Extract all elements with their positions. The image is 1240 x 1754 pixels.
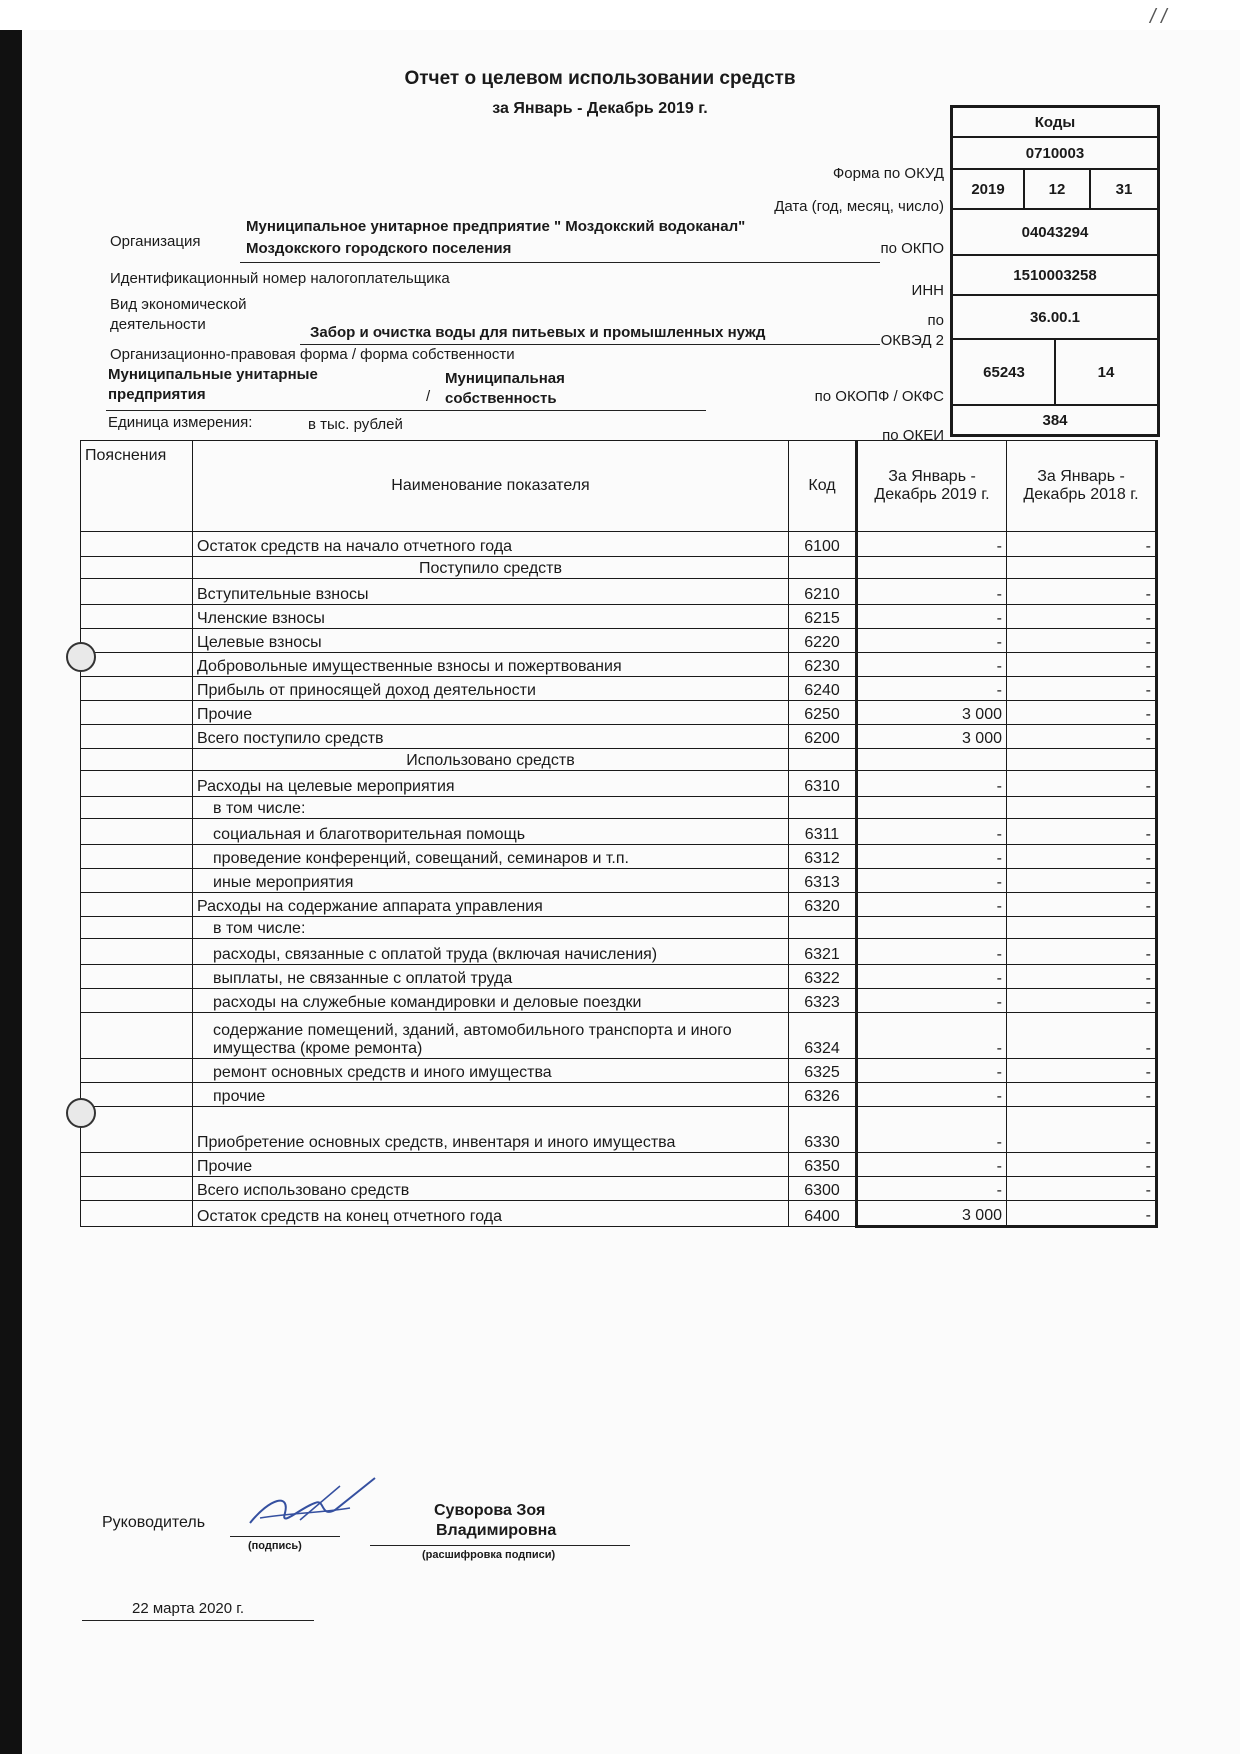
value-previous-period: - <box>1007 653 1157 677</box>
value-previous-period <box>1007 749 1157 771</box>
header-previous-period: За Январь - Декабрь 2018 г. <box>1007 441 1157 532</box>
unit-label: Единица измерения: <box>108 414 253 431</box>
value-previous-period: - <box>1007 677 1157 701</box>
value-current-period: - <box>857 869 1007 893</box>
report-period: за Январь - Декабрь 2019 г. <box>492 100 708 117</box>
table-row <box>81 869 1157 893</box>
table-row <box>81 989 1157 1013</box>
indicator-name: ремонт основных средств и иного имущества <box>193 1059 789 1083</box>
value-previous-period: - <box>1007 629 1157 653</box>
notes-cell <box>81 653 193 677</box>
table-row <box>81 579 1157 605</box>
table-row <box>81 917 1157 939</box>
value-current-period: - <box>857 1013 1007 1059</box>
punch-hole-top <box>66 642 96 672</box>
indicator-code: 6240 <box>789 677 857 701</box>
indicator-code: 6220 <box>789 629 857 653</box>
indicator-name: Использовано средств <box>193 749 789 771</box>
notes-cell <box>81 725 193 749</box>
indicator-code <box>789 917 857 939</box>
value-previous-period: - <box>1007 725 1157 749</box>
org-name-line1: Муниципальное унитарное предприятие " Моздокский водоканал" <box>246 218 746 235</box>
okopf-okfs-values <box>953 340 1157 406</box>
indicator-code: 6311 <box>789 819 857 845</box>
value-previous-period: - <box>1007 1153 1157 1177</box>
value-current-period <box>857 797 1007 819</box>
value-previous-period: - <box>1007 939 1157 965</box>
table-row <box>81 1083 1157 1107</box>
indicator-code: 6250 <box>789 701 857 725</box>
indicator-code: 6312 <box>789 845 857 869</box>
notes-cell <box>81 749 193 771</box>
value-previous-period: - <box>1007 965 1157 989</box>
table-header-row <box>81 441 1157 532</box>
indicator-code: 6326 <box>789 1083 857 1107</box>
notes-cell <box>81 1013 193 1059</box>
table-row <box>81 1013 1157 1059</box>
value-current-period: - <box>857 605 1007 629</box>
value-current-period: - <box>857 579 1007 605</box>
activity-value: Забор и очистка воды для питьевых и промышленных нужд <box>310 324 766 341</box>
value-previous-period <box>1007 797 1157 819</box>
indicator-code: 6210 <box>789 579 857 605</box>
value-previous-period: - <box>1007 1177 1157 1201</box>
indicator-name: иные мероприятия <box>193 869 789 893</box>
indicator-code: 6321 <box>789 939 857 965</box>
value-current-period <box>857 557 1007 579</box>
okfs-value: 14 <box>1097 363 1115 381</box>
notes-cell <box>81 797 193 819</box>
table-row <box>81 532 1157 557</box>
table-row <box>81 1059 1157 1083</box>
indicator-code: 6300 <box>789 1177 857 1201</box>
indicator-name: Поступило средств <box>193 557 789 579</box>
indicator-name: расходы на служебные командировки и деловые поездки <box>193 989 789 1013</box>
ownership-line1: Муниципальная <box>445 370 565 387</box>
table-row <box>81 893 1157 917</box>
date-label: Дата (год, месяц, число) <box>774 198 944 215</box>
indicator-code <box>789 749 857 771</box>
notes-cell <box>81 893 193 917</box>
value-previous-period: - <box>1007 989 1157 1013</box>
value-current-period: 3 000 <box>857 725 1007 749</box>
indicator-name: Членские взносы <box>193 605 789 629</box>
indicator-name: Остаток средств на начало отчетного года <box>193 532 789 557</box>
notes-cell <box>81 771 193 797</box>
indicator-name: Прибыль от приносящей доход деятельности <box>193 677 789 701</box>
value-previous-period: - <box>1007 1013 1157 1059</box>
indicator-name: Всего использовано средств <box>193 1177 789 1201</box>
corner-mark: / / <box>1150 6 1167 28</box>
punch-hole-bottom <box>66 1098 96 1128</box>
ownership-line2: собственность <box>445 390 557 407</box>
value-current-period: - <box>857 771 1007 797</box>
value-previous-period: - <box>1007 771 1157 797</box>
notes-cell <box>81 989 193 1013</box>
value-current-period: - <box>857 629 1007 653</box>
value-previous-period: - <box>1007 1201 1157 1227</box>
date-day: 31 <box>1115 180 1133 198</box>
table-row <box>81 629 1157 653</box>
indicator-code: 6350 <box>789 1153 857 1177</box>
inn-value: 1510003258 <box>953 256 1157 296</box>
date-month: 12 <box>1025 170 1091 208</box>
table-row <box>81 819 1157 845</box>
table-row <box>81 1201 1157 1227</box>
value-current-period: - <box>857 532 1007 557</box>
table-row <box>81 1153 1157 1177</box>
okpo-label: по ОКПО <box>880 240 944 257</box>
indicator-name: Прочие <box>193 1153 789 1177</box>
okved-label-top: по <box>927 312 944 329</box>
table-row <box>81 771 1157 797</box>
table-row <box>81 1107 1157 1153</box>
date-underline <box>82 1620 314 1621</box>
indicator-name: Приобретение основных средств, инвентаря и иного имущества <box>193 1107 789 1153</box>
notes-cell <box>81 869 193 893</box>
header-name: Наименование показателя <box>193 441 789 532</box>
value-previous-period: - <box>1007 579 1157 605</box>
notes-cell <box>81 819 193 845</box>
value-current-period: 3 000 <box>857 1201 1007 1227</box>
indicator-name: Прочие <box>193 701 789 725</box>
inn-code-label: ИНН <box>911 282 944 299</box>
okopf-label: по ОКОПФ / ОКФС <box>814 388 944 405</box>
date-values <box>953 170 1157 210</box>
notes-cell <box>81 629 193 653</box>
value-previous-period: - <box>1007 1059 1157 1083</box>
value-previous-period: - <box>1007 605 1157 629</box>
notes-cell <box>81 917 193 939</box>
signatory-role: Руководитель <box>102 1514 206 1531</box>
scan-black-edge <box>0 30 22 1754</box>
indicator-name: содержание помещений, зданий, автомобильного транспорта и иного имущества (кроме ремонта) <box>193 1013 789 1059</box>
okved-label-bottom: ОКВЭД 2 <box>880 332 944 349</box>
value-previous-period: - <box>1007 701 1157 725</box>
indicator-name: Расходы на содержание аппарата управления <box>193 893 789 917</box>
indicator-code: 6310 <box>789 771 857 797</box>
value-current-period: - <box>857 1083 1007 1107</box>
org-label: Организация <box>110 233 201 250</box>
indicator-name: Расходы на целевые мероприятия <box>193 771 789 797</box>
indicator-name: Остаток средств на конец отчетного года <box>193 1201 789 1227</box>
value-current-period <box>857 749 1007 771</box>
indicator-code <box>789 797 857 819</box>
indicator-name: социальная и благотворительная помощь <box>193 819 789 845</box>
value-current-period: - <box>857 1107 1007 1153</box>
notes-cell <box>81 557 193 579</box>
notes-cell <box>81 1153 193 1177</box>
notes-cell <box>81 1107 193 1153</box>
table-row <box>81 797 1157 819</box>
indicator-code: 6324 <box>789 1013 857 1059</box>
value-current-period: - <box>857 1153 1007 1177</box>
notes-cell <box>81 579 193 605</box>
indicator-name: Целевые взносы <box>193 629 789 653</box>
value-current-period: - <box>857 677 1007 701</box>
value-previous-period: - <box>1007 532 1157 557</box>
value-previous-period <box>1007 917 1157 939</box>
indicator-code: 6200 <box>789 725 857 749</box>
notes-cell <box>81 939 193 965</box>
header-notes: Пояснения <box>81 441 193 532</box>
value-current-period: - <box>857 965 1007 989</box>
unit-value: в тыс. рублей <box>308 416 403 433</box>
org-underline <box>240 262 880 263</box>
indicator-code: 6330 <box>789 1107 857 1153</box>
indicator-code: 6323 <box>789 989 857 1013</box>
activity-underline <box>300 344 880 345</box>
value-previous-period: - <box>1007 819 1157 845</box>
handwritten-signature <box>230 1468 380 1538</box>
value-current-period: - <box>857 989 1007 1013</box>
notes-cell <box>81 1083 193 1107</box>
indicator-code: 6325 <box>789 1059 857 1083</box>
report-date: 22 марта 2020 г. <box>132 1600 245 1617</box>
activity-label-2: деятельности <box>110 316 206 333</box>
notes-cell <box>81 1059 193 1083</box>
legal-form-line2: предприятия <box>108 386 206 403</box>
value-current-period: 3 000 <box>857 701 1007 725</box>
value-previous-period: - <box>1007 869 1157 893</box>
codes-title: Коды <box>953 108 1157 138</box>
org-name-line2: Моздокского городского поселения <box>246 240 512 257</box>
indicator-name: в том числе: <box>193 797 789 819</box>
signatory-name-line1: Суворова Зоя <box>434 1502 546 1519</box>
indicator-name: проведение конференций, совещаний, семинаров и т.п. <box>193 845 789 869</box>
indicator-code: 6400 <box>789 1201 857 1227</box>
indicator-code: 6215 <box>789 605 857 629</box>
report-title: Отчет о целевом использовании средств <box>404 68 796 89</box>
okud-label: Форма по ОКУД <box>832 165 944 182</box>
value-current-period <box>857 917 1007 939</box>
name-caption: (расшифровка подписи) <box>422 1549 556 1561</box>
indicator-name: прочие <box>193 1083 789 1107</box>
name-underline <box>370 1545 630 1546</box>
table-row <box>81 677 1157 701</box>
funds-table-body <box>81 441 1157 1227</box>
notes-cell <box>81 1201 193 1227</box>
signatory-name-line2: Владимировна <box>436 1522 557 1539</box>
table-row <box>81 557 1157 579</box>
inn-label: Идентификационный номер налогоплательщика <box>110 270 450 287</box>
value-previous-period <box>1007 557 1157 579</box>
notes-cell <box>81 677 193 701</box>
value-previous-period: - <box>1007 893 1157 917</box>
value-current-period: - <box>857 893 1007 917</box>
value-previous-period: - <box>1007 1107 1157 1153</box>
legal-form-label: Организационно-правовая форма / форма собственности <box>110 346 515 363</box>
notes-cell <box>81 701 193 725</box>
notes-cell <box>81 1177 193 1201</box>
indicator-code: 6313 <box>789 869 857 893</box>
indicator-code: 6100 <box>789 532 857 557</box>
table-row <box>81 725 1157 749</box>
signature-underline <box>230 1536 340 1537</box>
legal-form-underline <box>106 410 706 411</box>
value-current-period: - <box>857 845 1007 869</box>
header-code: Код <box>789 441 857 532</box>
table-row <box>81 605 1157 629</box>
indicator-name: Вступительные взносы <box>193 579 789 605</box>
table-row <box>81 653 1157 677</box>
table-row <box>81 749 1157 771</box>
value-current-period: - <box>857 939 1007 965</box>
date-year: 2019 <box>953 170 1025 208</box>
indicator-name: Всего поступило средств <box>193 725 789 749</box>
notes-cell <box>81 532 193 557</box>
notes-cell <box>81 605 193 629</box>
legal-form-slash: / <box>426 388 431 405</box>
indicator-code: 6320 <box>789 893 857 917</box>
codes-box <box>950 105 1160 437</box>
table-row <box>81 1177 1157 1201</box>
table-row <box>81 939 1157 965</box>
signature-caption: (подпись) <box>248 1540 302 1552</box>
indicator-code <box>789 557 857 579</box>
indicator-name: Добровольные имущественные взносы и пожертвования <box>193 653 789 677</box>
indicator-name: расходы, связанные с оплатой труда (включая начисления) <box>193 939 789 965</box>
value-previous-period: - <box>1007 845 1157 869</box>
value-current-period: - <box>857 819 1007 845</box>
okei-value: 384 <box>1042 411 1068 429</box>
okei-label: по ОКЕИ <box>882 427 944 444</box>
value-previous-period: - <box>1007 1083 1157 1107</box>
okved-value: 36.00.1 <box>953 296 1157 340</box>
value-current-period: - <box>857 1177 1007 1201</box>
value-current-period: - <box>857 1059 1007 1083</box>
value-current-period: - <box>857 653 1007 677</box>
notes-cell <box>81 845 193 869</box>
notes-cell <box>81 965 193 989</box>
table-row <box>81 965 1157 989</box>
okopf-value: 65243 <box>954 340 1056 404</box>
indicator-name: в том числе: <box>193 917 789 939</box>
okud-value: 0710003 <box>953 138 1157 170</box>
table-row <box>81 845 1157 869</box>
indicator-code: 6322 <box>789 965 857 989</box>
okpo-value: 04043294 <box>953 210 1157 256</box>
indicator-code: 6230 <box>789 653 857 677</box>
legal-form-line1: Муниципальные унитарные <box>108 366 318 383</box>
funds-table <box>80 440 1158 1228</box>
header-current-period: За Январь - Декабрь 2019 г. <box>857 441 1007 532</box>
indicator-name: выплаты, не связанные с оплатой труда <box>193 965 789 989</box>
activity-label-1: Вид экономической <box>110 296 247 313</box>
table-row <box>81 701 1157 725</box>
